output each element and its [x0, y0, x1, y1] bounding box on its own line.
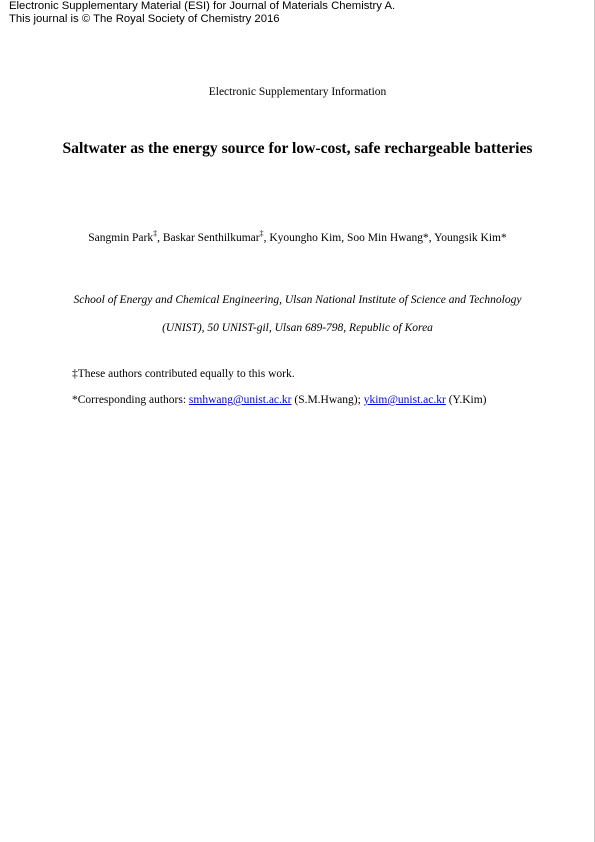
author-name: Kyoungho Kim	[269, 232, 342, 244]
email-owner-kim: (Y.Kim)	[445, 394, 487, 406]
journal-header	[9, 0, 395, 25]
email-owner-hwang: (S.M.Hwang);	[291, 394, 364, 406]
equal-contribution-note: ‡These authors contributed equally to this work.	[72, 368, 295, 380]
author-name: Baskar Senthilkumar	[162, 232, 260, 244]
esi-heading: Electronic Supplementary Information	[208, 86, 387, 98]
author-separator: ,	[157, 232, 163, 244]
paper-title: Saltwater as the energy source for low-cost, safe rechargeable batteries	[62, 140, 533, 157]
author-list	[0, 229, 595, 244]
journal-header-line-2: This journal is © The Royal Society of Chemistry 2016	[9, 12, 280, 25]
author-mark: ‡	[259, 229, 264, 239]
author-name: Soo Min Hwang*	[347, 232, 429, 244]
author-separator: ,	[428, 232, 435, 244]
affiliation: School of Energy and Chemical Engineering, Ulsan National Institute of Science and Technology (UNIST), 50 UNIST-gil, Ulsan 689-798, Republic of Korea	[73, 294, 522, 334]
author-separator: ,	[263, 232, 270, 244]
corresponding-authors-note	[72, 394, 487, 406]
author-mark: ‡	[153, 229, 158, 239]
corresponding-prefix: *Corresponding authors:	[72, 394, 189, 406]
email-link-hwang[interactable]: smhwang@unist.ac.kr	[188, 394, 292, 406]
author-name: Sangmin Park	[88, 232, 154, 244]
journal-header-line-1: Electronic Supplementary Material (ESI) for Journal of Materials Chemistry A.	[9, 0, 396, 12]
author-name: Youngsik Kim*	[434, 232, 507, 244]
author-separator: ,	[341, 232, 347, 244]
email-link-kim[interactable]: ykim@unist.ac.kr	[363, 394, 446, 406]
